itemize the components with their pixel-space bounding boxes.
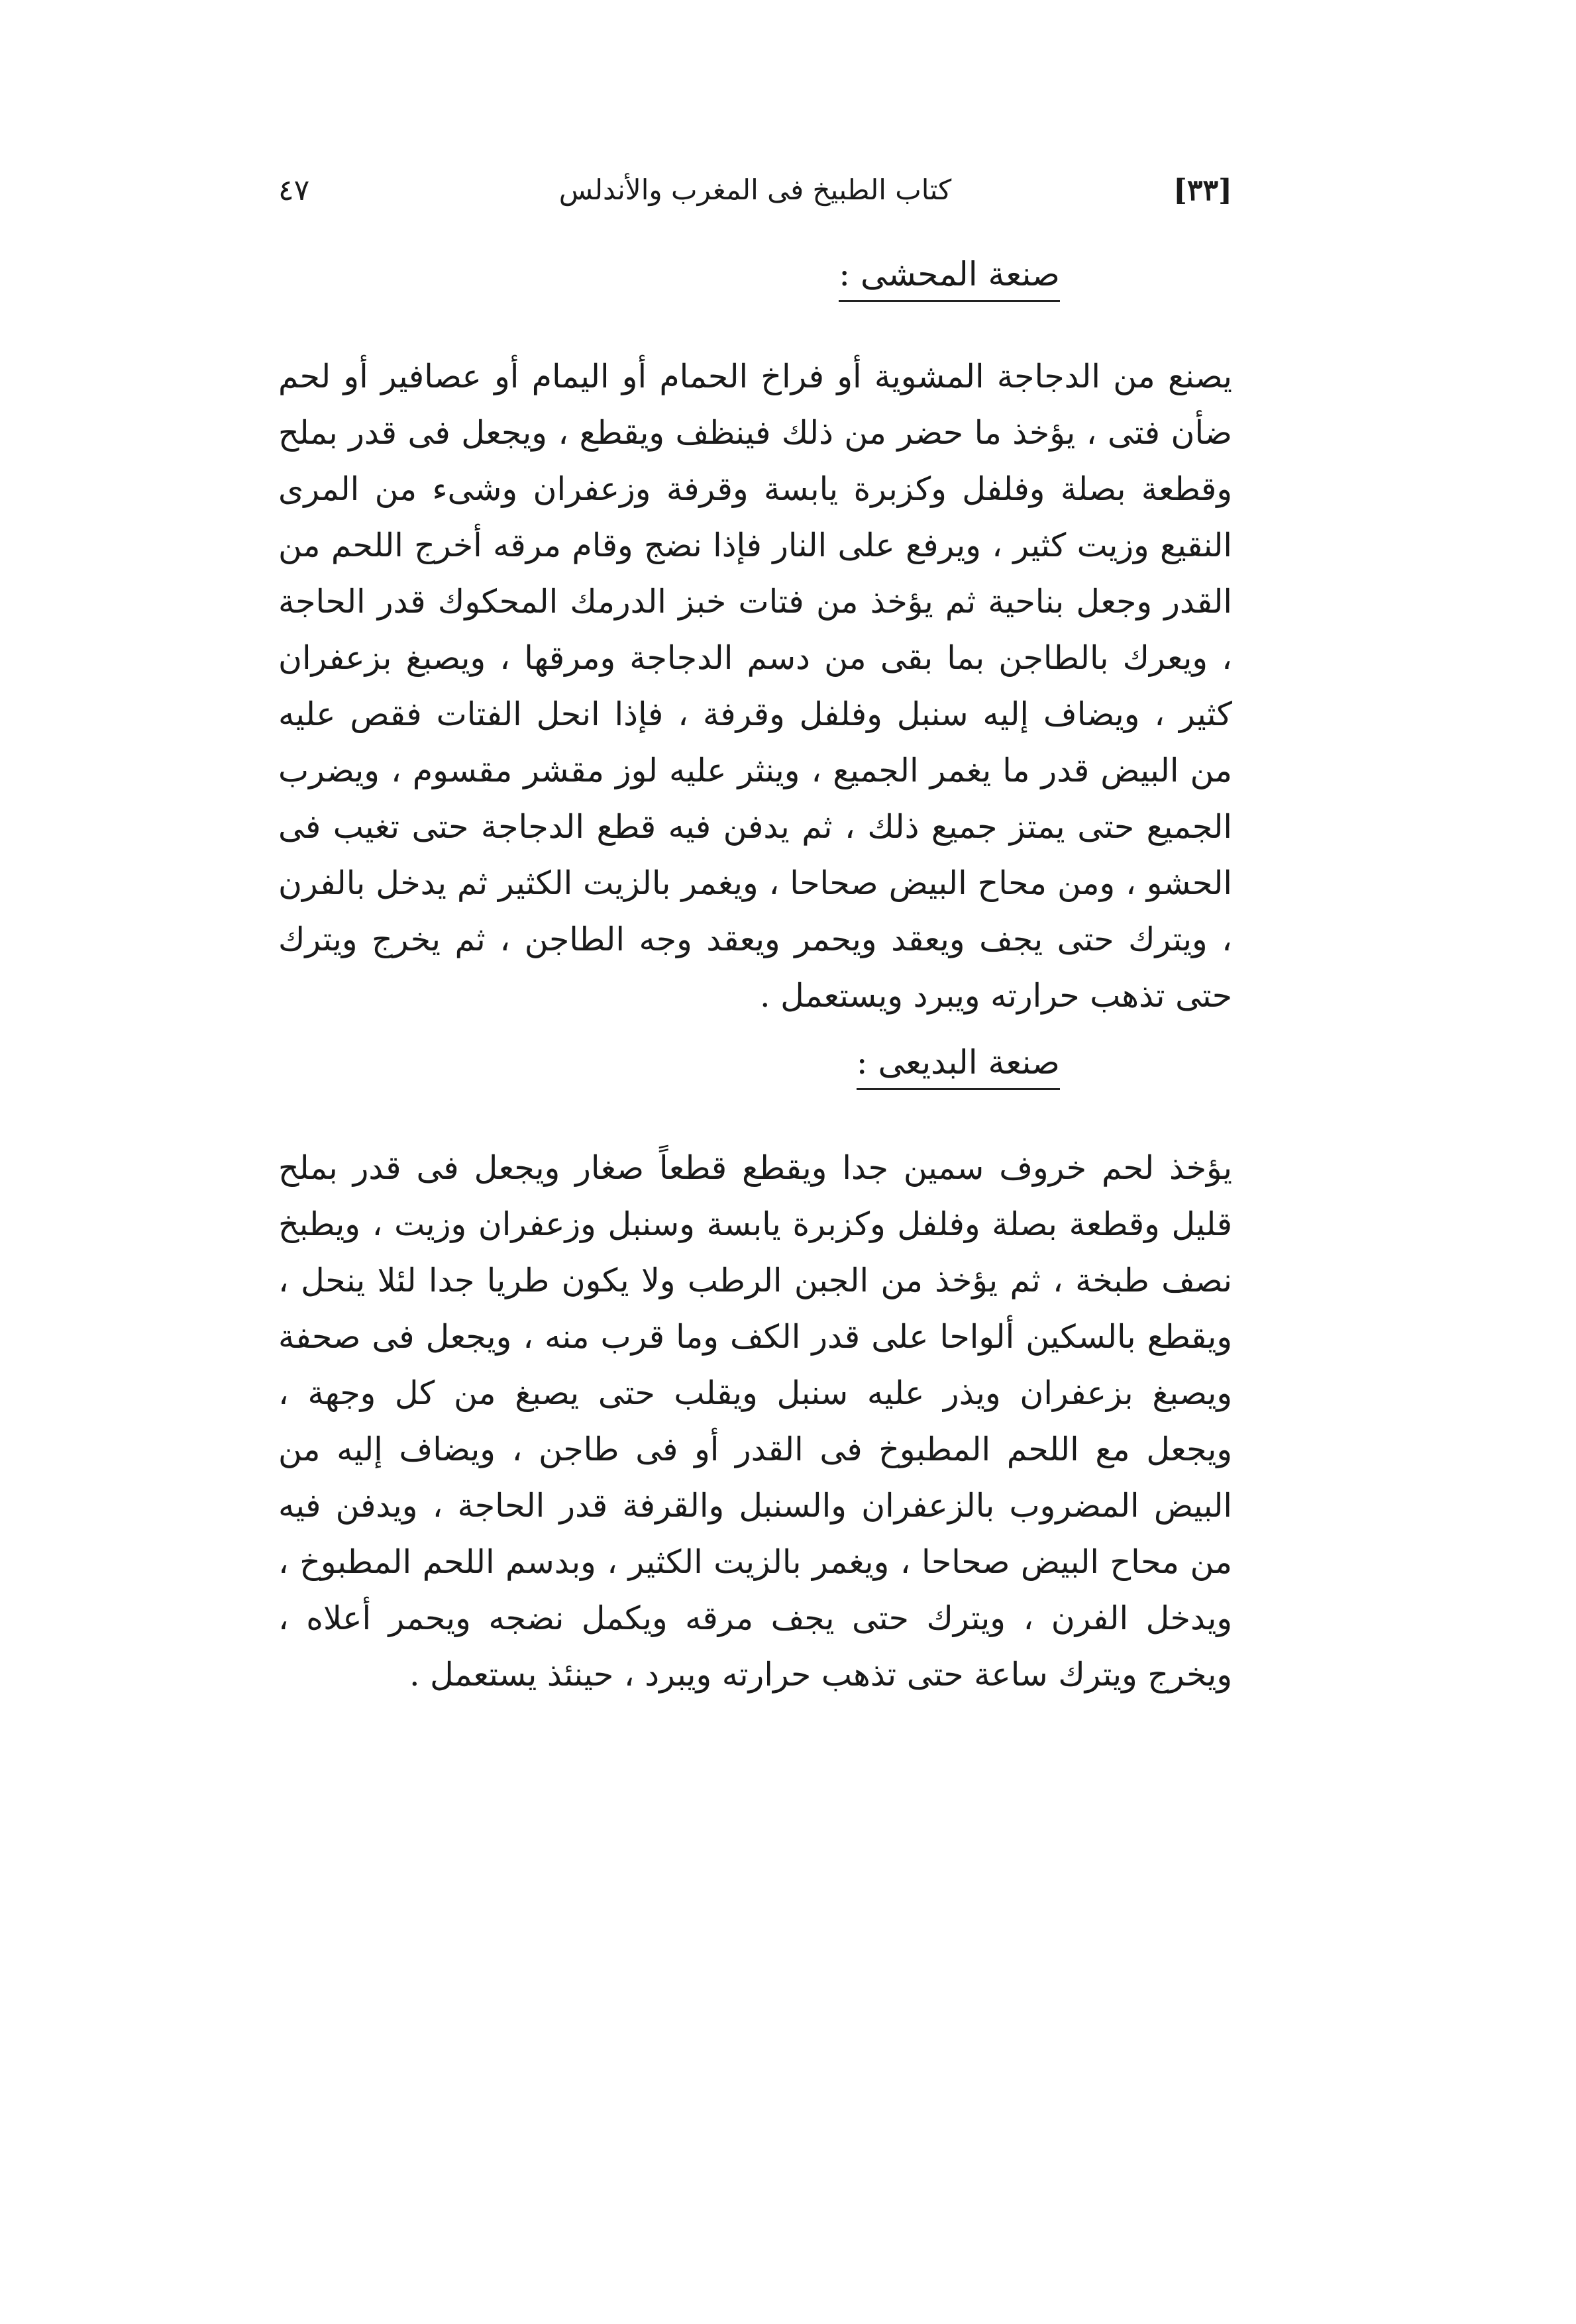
book-title: كتاب الطبيخ فى المغرب والأندلس xyxy=(558,174,952,206)
recipe-paragraph: يؤخذ لحم خروف سمين جدا ويقطع قطعاً صغار ويجعل فى قدر بملح قليل وقطعة بصلة وفلفل وكزبرة يابسة وسنبل وزعفران وزيت ، ويطبخ نصف طبخة ، ثم يؤخذ من الجبن الرطب ولا يكون طريا جدا لئلا ينحل ، ويقطع بالسكين ألواحا على قدر الكف وما قرب منه ، ويجعل فى صحفة ويصبغ بزعفران ويذر عليه سنبل ويقلب حتى يصبغ من كل وجهة ، ويجعل مع اللحم المطبوخ فى القدر أو فى طاجن ، ويضاف إليه من البيض المضروب بالزعفران والسنبل والقرفة قدر الحاجة ، ويدفن فيه من محاح البيض صحاحا ، ويغمر بالزيت الكثير ، وبدسم اللحم المطبوخ ، ويدخل الفرن ، ويترك حتى يجف مرقه ويكمل نضجه ويحمر أعلاه ، ويخرج ويترك ساعة حتى تذهب حرارته ويبرد ، حينئذ يستعمل . xyxy=(278,1149,1232,1693)
running-head xyxy=(278,174,1232,220)
recipe-section-mahshi xyxy=(278,255,1232,1024)
recipe-heading: صنعة البديعى : xyxy=(857,1043,1060,1090)
recipe-heading: صنعة المحشى : xyxy=(839,255,1060,302)
page-number: ٤٧ xyxy=(278,174,310,207)
section-number: [٣٣] xyxy=(1173,174,1232,207)
recipe-paragraph: يصنع من الدجاجة المشوية أو فراخ الحمام أو اليمام أو عصافير أو لحم ضأن فتى ، يؤخذ ما حضر من ذلك فينظف ويقطع ، ويجعل فى قدر بملح وقطعة بصلة وفلفل وكزبرة يابسة وقرفة وزعفران وشىء من المرى النقيع وزيت كثير ، ويرفع على النار فإذا نضج وقام مرقه أخرج اللحم من القدر وجعل بناحية ثم يؤخذ من فتات خبز الدرمك المحكوك قدر الحاجة ، ويعرك بالطاجن بما بقى من دسم الدجاجة ومرقها ، ويصبغ بزعفران كثير ، ويضاف إليه سنبل وفلفل وقرفة ، فإذا انحل الفتات فقص عليه من البيض قدر ما يغمر الجميع ، وينثر عليه لوز مقشر مقسوم ، ويضرب الجميع حتى يمتز جميع ذلك ، ثم يدفن فيه قطع الدجاجة حتى تغيب فى الحشو ، ومن محاح البيض صحاحا ، ويغمر بالزيت الكثير ثم يدخل بالفرن ، ويترك حتى يجف ويعقد ويحمر ويعقد وجه الطاجن ، ثم يخرج ويترك حتى تذهب حرارته ويبرد ويستعمل . xyxy=(278,358,1232,1015)
recipe-section-badii xyxy=(278,1043,1232,1703)
